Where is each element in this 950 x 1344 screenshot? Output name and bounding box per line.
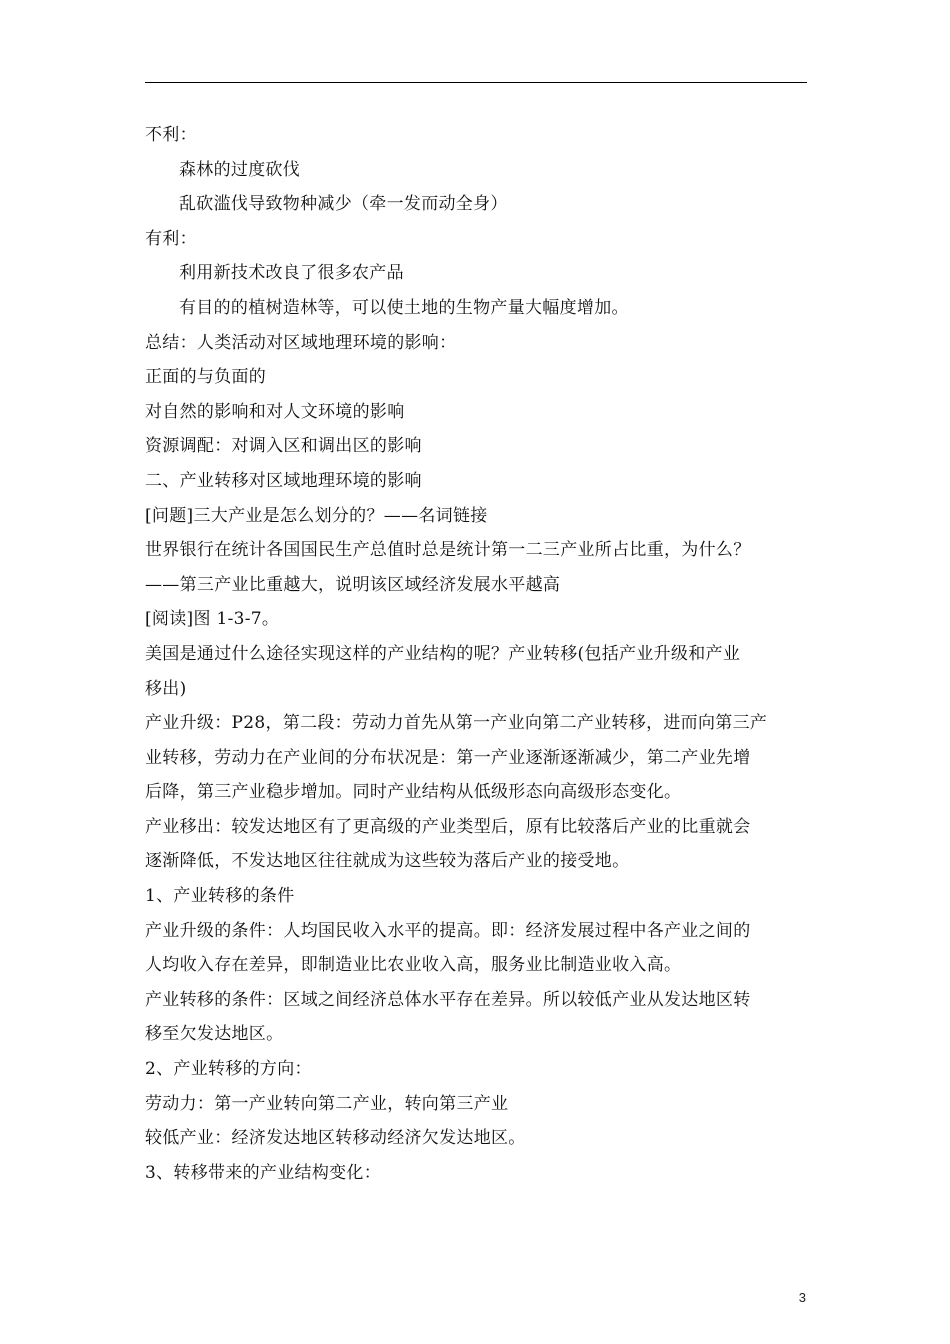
text-line: 总结：人类活动对区域地理环境的影响：	[145, 332, 457, 353]
text-line: 较低产业：经济发达地区转移动经济欠发达地区。	[145, 1128, 526, 1149]
text-line: 资源调配：对调入区和调出区的影响	[145, 436, 422, 457]
text-line: 产业转移的条件：区域之间经济总体水平存在差异。所以较低产业从发达地区转	[145, 989, 751, 1010]
header-rule	[145, 82, 807, 83]
indented-text-line: 有目的的植树造林等，可以使土地的生物产量大幅度增加。	[179, 297, 629, 318]
text-line: 业转移，劳动力在产业间的分布状况是：第一产业逐渐逐渐减少，第二产业先增	[145, 747, 751, 768]
text-line: ——第三产业比重越大，说明该区域经济发展水平越高	[145, 574, 561, 595]
text-line: 劳动力：第一产业转向第二产业，转向第三产业	[145, 1093, 509, 1114]
text-line: 人均收入存在差异，即制造业比农业收入高，服务业比制造业收入高。	[145, 955, 682, 976]
text-line: 移出)	[145, 678, 187, 699]
text-line: 1、产业转移的条件	[145, 886, 295, 907]
text-line: [阅读]图 1-3-7。	[145, 609, 280, 630]
indented-text-line: 乱砍滥伐导致物种减少（牵一发而动全身）	[179, 194, 508, 215]
text-line: 产业升级的条件：人均国民收入水平的提高。即：经济发展过程中各产业之间的	[145, 920, 751, 941]
text-line: 世界银行在统计各国国民生产总值时总是统计第一二三产业所占比重，为什么？	[145, 540, 751, 561]
text-line: 后降，第三产业稳步增加。同时产业结构从低级形态向高级形态变化。	[145, 782, 682, 803]
text-line: 对自然的影响和对人文环境的影响	[145, 401, 405, 422]
indented-text-line: 森林的过度砍伐	[179, 159, 301, 180]
text-line: 有利：	[145, 228, 197, 249]
page-number: 3	[798, 1290, 806, 1305]
text-line: 2、产业转移的方向：	[145, 1059, 312, 1080]
text-line: 不利：	[145, 125, 197, 145]
text-line: 正面的与负面的	[145, 367, 267, 388]
text-line: 移至欠发达地区。	[145, 1024, 284, 1045]
indented-text-line: 利用新技术改良了很多农产品	[179, 263, 404, 284]
text-line: 3、转移带来的产业结构变化：	[145, 1162, 382, 1183]
text-line: 产业升级：P28，第二段：劳动力首先从第一产业向第二产业转移，进而向第三产	[145, 713, 768, 734]
document-body	[145, 118, 809, 1190]
text-line: 美国是通过什么途径实现这样的产业结构的呢？产业转移(包括产业升级和产业	[145, 643, 741, 664]
text-line: [问题]三大产业是怎么划分的？——名词链接	[145, 505, 488, 526]
text-line: 产业移出：较发达地区有了更高级的产业类型后，原有比较落后产业的比重就会	[145, 816, 751, 837]
text-line: 逐渐降低，不发达地区往往就成为这些较为落后产业的接受地。	[145, 851, 630, 872]
text-line: 二、产业转移对区域地理环境的影响	[145, 470, 422, 491]
